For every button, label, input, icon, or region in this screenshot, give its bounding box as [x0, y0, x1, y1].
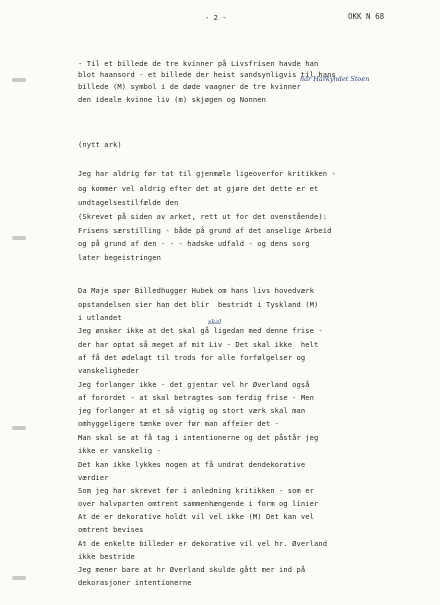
text-line: billede (M) symbol i de døde vaagner de tre kvinner: [78, 82, 301, 91]
text-line: Det kan ikke lykkes nogen at få undrat dendekorative: [78, 460, 306, 469]
text-line: værdier: [78, 473, 109, 482]
punch-hole-mark: [12, 78, 26, 82]
text-line: i utlandet: [78, 313, 122, 322]
text-line: af forordet - at skal betragtes som ferdig frise - Men: [78, 393, 315, 402]
text-line: Man skal se at få tag i intentionerne og det påstår jeg: [78, 433, 319, 442]
text-line: omhyggeligere tænke over før man affeier det -: [78, 419, 280, 428]
text-line: Jeg forlanger ikke - det gjentar vel hr Øverland også: [78, 380, 310, 389]
page-number-dash: - 2 -: [205, 14, 227, 22]
archive-number: OKK N 68: [348, 12, 385, 21]
text-line: undtagelsestilfælde den: [78, 198, 179, 207]
text-line: Jeg mener bare at hr Øverland skulde gått mer ind på: [78, 565, 306, 574]
text-line: later begeistringen: [78, 253, 162, 262]
text-line: - Til et billede de tre kvinner på Livsfrisen havde han: [78, 59, 319, 68]
text-line: Da Maje spør Billedhugger Hubek om hans livs hovedværk: [78, 286, 315, 295]
text-line: der har optat så meget af mit Liv - Det skal ikke helt: [78, 340, 319, 349]
handwritten-insertion: har Harkyndet Stoen: [300, 75, 370, 83]
text-line: omtrent bevises: [78, 525, 144, 534]
text-line: Jeg har aldrig før tat til gjenmæle ligeoverfor kritikken -: [78, 169, 336, 178]
text-line: og på grund af den - - - hadske udfald - og dens sorg: [78, 239, 310, 248]
text-line: ikke er vanskelig -: [78, 446, 162, 455]
text-line: og kommer vel aldrig efter det at gjøre det dette er et: [78, 184, 319, 193]
text-line: opstandelsen sier han det blir bestridt i Tyskland (M): [78, 300, 319, 309]
text-line: Som jeg har skrevet før i anledning kritikken - som er: [78, 486, 315, 495]
text-line: vanskeligheder: [78, 366, 140, 375]
text-line: At de er dekorative holdt vil vel ikke (M) Det kan vel: [78, 512, 315, 521]
text-line: ikke bestride: [78, 552, 135, 561]
punch-hole-mark: [12, 426, 26, 430]
text-line: At de enkelte billeder er dekorative vil vel hr. Øverland: [78, 539, 328, 548]
text-line: jeg forlanger at et så vigtig og stort værk skal man: [78, 406, 306, 415]
text-line: over halvparten omtrent sammenhængende i form og linier: [78, 499, 319, 508]
punch-hole-mark: [12, 576, 26, 580]
text-line: Jeg ønsker ikke at det skal gå ligedan med denne frise -: [78, 326, 323, 335]
text-line: dekorasjoner intentionerne: [78, 578, 192, 587]
text-line: blot haansord - et billede der heist sandsynligvis til hans: [78, 70, 336, 79]
text-line: (nytt ark): [78, 140, 122, 149]
text-line: af få det ødelagt til trods for alle forfølgelser og: [78, 353, 306, 362]
punch-hole-mark: [12, 236, 26, 240]
text-line: (Skrevet på siden av arket, rett ut for det ovenstående):: [78, 212, 328, 221]
handwritten-insertion: skal: [208, 318, 222, 326]
text-line: den ideale kvinne liv (m) skjøgen og Nonnen: [78, 95, 266, 104]
text-line: Frisens særstilling - både på grund af det anselige Arbeid: [78, 226, 332, 235]
